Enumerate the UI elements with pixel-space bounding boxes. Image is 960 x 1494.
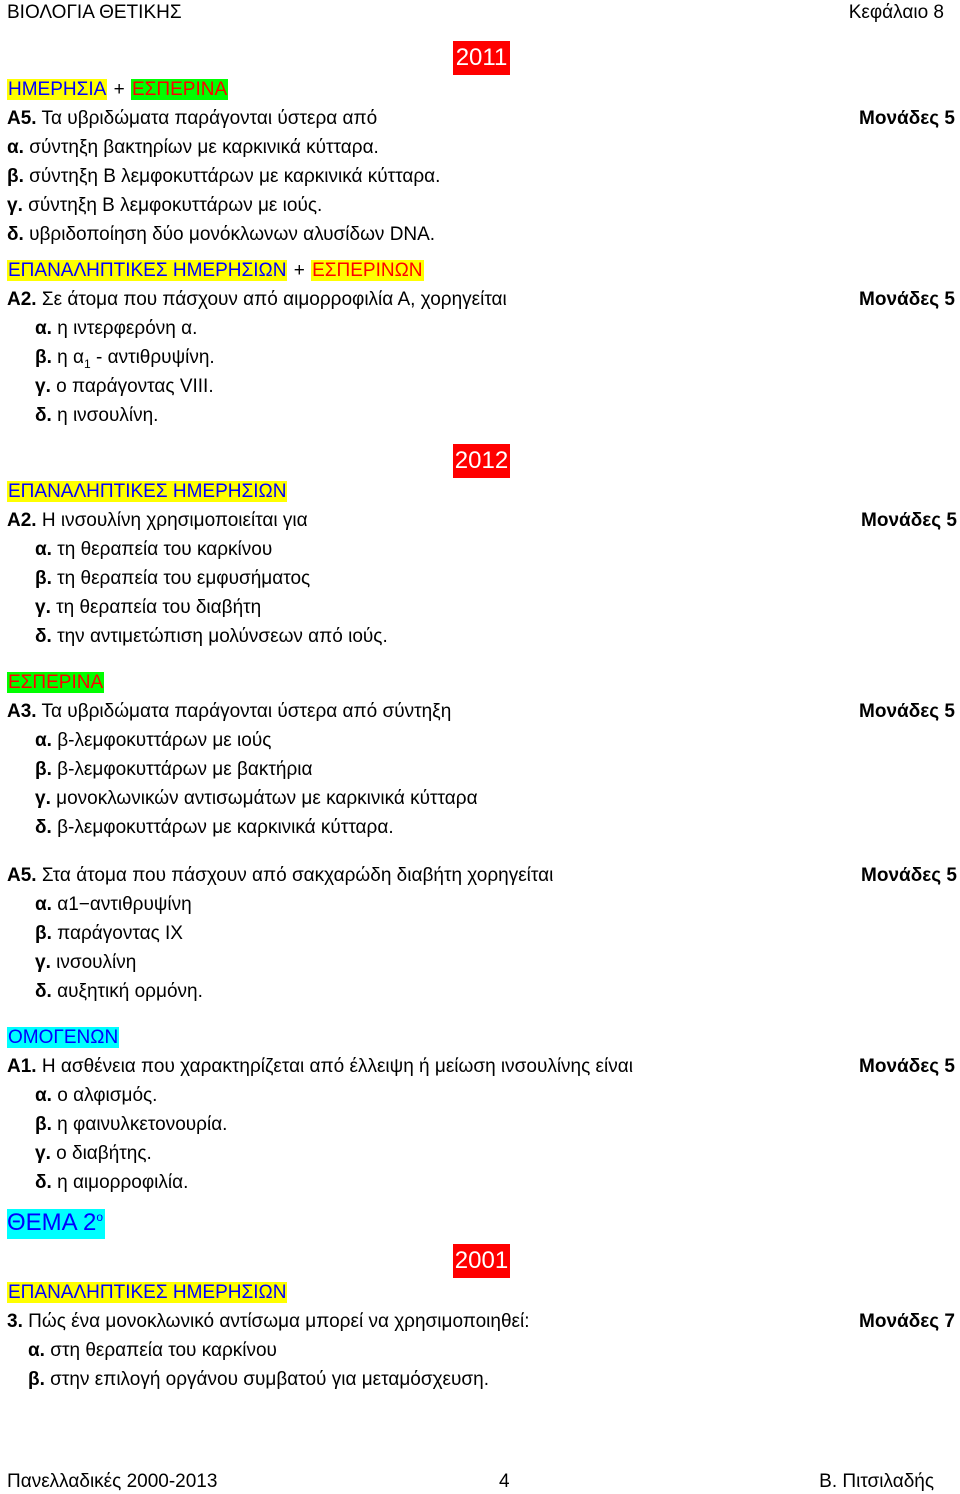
- question-number: Α2.: [7, 510, 37, 531]
- option-text: ινσουλίνη: [56, 952, 137, 973]
- option-text: σύντηξη Β λεμφοκυττάρων με ιούς.: [28, 195, 323, 216]
- option-letter: α.: [35, 539, 52, 560]
- option-letter: α.: [35, 730, 52, 751]
- tag-epanaliptikes: ΕΠΑΝΑΛΗΠΤΙΚΕΣ ΗΜΕΡΗΣΙΩΝ: [8, 481, 287, 502]
- option-letter: α.: [35, 1085, 52, 1106]
- question-text: Τα υβριδώματα παράγονται ύστερα από σύντηξη: [41, 701, 452, 722]
- option: [35, 924, 183, 943]
- question-marks: Μονάδες 5: [859, 1056, 955, 1077]
- option-letter: β.: [7, 166, 24, 187]
- option: [28, 1341, 277, 1360]
- tag-esperina: ΕΣΠΕΡΙΝΑ: [131, 79, 228, 100]
- option-letter: δ.: [35, 1172, 52, 1193]
- theme-heading-sup: ο: [96, 1210, 104, 1224]
- option-letter: β.: [35, 1114, 52, 1135]
- question-marks: Μονάδες 5: [861, 510, 957, 531]
- option: [35, 895, 192, 914]
- option: [35, 1173, 188, 1192]
- option-letter: γ.: [35, 597, 51, 618]
- option-letter: γ.: [35, 1143, 51, 1164]
- footer-page-number: 4: [499, 1471, 510, 1492]
- section-tags: [7, 1028, 119, 1047]
- question-marks: Μονάδες 5: [859, 701, 955, 722]
- year-badge-2011: 2011: [453, 41, 510, 75]
- option-letter: β.: [35, 923, 52, 944]
- option: [35, 598, 261, 617]
- footer-exams: Πανελλαδικές 2000-2013: [7, 1471, 218, 1492]
- option-letter: α.: [35, 894, 52, 915]
- option-text: η φαινυλκετονουρία.: [57, 1114, 228, 1135]
- option-letter: γ.: [7, 195, 23, 216]
- option-text: παράγοντας ΙΧ: [57, 923, 183, 944]
- question-number: 3.: [7, 1311, 23, 1332]
- option-letter: β.: [28, 1369, 45, 1390]
- question-text: Η ασθένεια που χαρακτηρίζεται από έλλειψη ή μείωση ινσουλίνης είναι: [41, 1056, 633, 1077]
- option-letter: δ.: [35, 405, 52, 426]
- option-text: μονοκλωνικών αντισωμάτων με καρκινικά κύτταρα: [56, 788, 478, 809]
- option-text: α1−αντιθρυψίνη: [57, 894, 192, 915]
- tag-epanaliptikes: ΕΠΑΝΑΛΗΠΤΙΚΕΣ ΗΜΕΡΗΣΙΩΝ: [8, 1282, 287, 1303]
- option: [35, 377, 214, 396]
- option: [35, 982, 203, 1001]
- question-marks: Μονάδες 5: [861, 865, 957, 886]
- option-letter: δ.: [35, 981, 52, 1002]
- option-letter: β.: [35, 568, 52, 589]
- year-badge-2001: 2001: [453, 1244, 510, 1278]
- question-number: Α1.: [7, 1056, 37, 1077]
- option-text: σύντηξη βακτηρίων με καρκινικά κύτταρα.: [29, 137, 379, 158]
- question: [7, 702, 451, 721]
- option-letter: β.: [35, 759, 52, 780]
- year-badge-2012: 2012: [453, 444, 510, 478]
- option-text: την αντιμετώπιση μολύνσεων από ιούς.: [57, 626, 388, 647]
- question-text: Πώς ένα μονοκλωνικό αντίσωμα μπορεί να χρησιμοποιηθεί:: [28, 1311, 530, 1332]
- question: [7, 1057, 633, 1076]
- option: [35, 540, 272, 559]
- option-text: η ινσουλίνη.: [57, 405, 159, 426]
- option: [35, 731, 271, 750]
- option-letter: α.: [35, 318, 52, 339]
- option-text: η α: [57, 347, 85, 368]
- footer-author: Β. Πιτσιλαδής: [819, 1471, 934, 1492]
- option-letter: α.: [28, 1340, 45, 1361]
- question-number: Α2.: [7, 289, 37, 310]
- option-letter: δ.: [35, 817, 52, 838]
- option: [7, 196, 322, 215]
- option-text: β-λεμφοκυττάρων με βακτήρια: [57, 759, 313, 780]
- option-letter: δ.: [7, 224, 24, 245]
- question-text: Η ινσουλίνη χρησιμοποιείται για: [41, 510, 308, 531]
- option-text: ο αλφισμός.: [57, 1085, 158, 1106]
- question-marks: Μονάδες 5: [859, 289, 955, 310]
- tag-esperinon: ΕΣΠΕΡΙΝΩΝ: [312, 260, 423, 281]
- option: [35, 319, 197, 338]
- option: [35, 1086, 157, 1105]
- section-tags: [7, 673, 104, 692]
- question-marks: Μονάδες 7: [859, 1311, 955, 1332]
- page-header-title: ΒΙΟΛΟΓΙΑ ΘΕΤΙΚΗΣ: [7, 2, 182, 23]
- question: [7, 290, 507, 309]
- tag-esperina: ΕΣΠΕΡΙΝΑ: [8, 672, 104, 693]
- tag-plus: +: [113, 79, 125, 100]
- option: [35, 627, 388, 646]
- option: [28, 1370, 489, 1389]
- question-number: Α5.: [7, 108, 37, 129]
- option-letter: β.: [35, 347, 52, 368]
- option-text: τη θεραπεία του καρκίνου: [57, 539, 273, 560]
- tag-epanaliptikes: ΕΠΑΝΑΛΗΠΤΙΚΕΣ ΗΜΕΡΗΣΙΩΝ: [8, 260, 287, 281]
- question-number: Α3.: [7, 701, 37, 722]
- section-tags: [7, 1283, 287, 1302]
- option-subscript: 1: [84, 356, 91, 371]
- option: [35, 789, 478, 808]
- option-letter: δ.: [35, 626, 52, 647]
- option-text: στην επιλογή οργάνου συμβατού για μεταμόσχευση.: [50, 1369, 489, 1390]
- option: [35, 1115, 227, 1134]
- section-tags: [7, 80, 228, 99]
- question-text: Σε άτομα που πάσχουν από αιμορροφιλία Α, χορηγείται: [41, 289, 507, 310]
- theme-heading: [7, 1209, 105, 1239]
- option-text: β-λεμφοκυττάρων με καρκινικά κύτταρα.: [57, 817, 394, 838]
- question: [7, 1312, 529, 1331]
- question: [7, 109, 377, 128]
- option: [35, 348, 215, 370]
- question: [7, 866, 553, 885]
- option-text: τη θεραπεία του εμφυσήματος: [57, 568, 311, 589]
- tag-omogenon: ΟΜΟΓΕΝΩΝ: [8, 1027, 119, 1048]
- option-text: υβριδοποίηση δύο μονόκλωνων αλυσίδων DNA.: [29, 224, 436, 245]
- option-text: β-λεμφοκυττάρων με ιούς: [57, 730, 272, 751]
- option-letter: γ.: [35, 788, 51, 809]
- section-tags: [7, 261, 424, 280]
- option: [35, 818, 394, 837]
- question: [7, 511, 308, 530]
- option-letter: γ.: [35, 952, 51, 973]
- question-number: Α5.: [7, 865, 37, 886]
- option: [35, 406, 158, 425]
- option-text: η ιντερφερόνη α.: [57, 318, 198, 339]
- option-text: - αντιθρυψίνη.: [90, 347, 215, 368]
- option: [35, 760, 312, 779]
- option-text: σύντηξη Β λεμφοκυττάρων με καρκινικά κύτταρα.: [29, 166, 441, 187]
- option-text: ο διαβήτης.: [56, 1143, 152, 1164]
- tag-imerisia: ΗΜΕΡΗΣΙΑ: [8, 79, 107, 100]
- question-text: Στα άτομα που πάσχουν από σακχαρώδη διαβήτη χορηγείται: [41, 865, 554, 886]
- option: [7, 167, 440, 186]
- option: [7, 225, 435, 244]
- option-text: αυξητική ορμόνη.: [57, 981, 203, 1002]
- section-tags: [7, 482, 287, 501]
- option: [35, 569, 310, 588]
- tag-plus: +: [293, 260, 305, 281]
- question-marks: Μονάδες 5: [859, 108, 955, 129]
- option-text: τη θεραπεία του διαβήτη: [56, 597, 262, 618]
- option-letter: γ.: [35, 376, 51, 397]
- option-letter: α.: [7, 137, 24, 158]
- option-text: ο παράγοντας VIII.: [56, 376, 214, 397]
- option-text: στη θεραπεία του καρκίνου: [50, 1340, 277, 1361]
- question-text: Τα υβριδώματα παράγονται ύστερα από: [41, 108, 378, 129]
- option: [7, 138, 379, 157]
- page-header-chapter: Κεφάλαιο 8: [848, 2, 944, 23]
- theme-heading-text: ΘΕΜΑ 2: [7, 1209, 97, 1236]
- option-text: η αιμορροφιλία.: [57, 1172, 189, 1193]
- option: [35, 953, 136, 972]
- option: [35, 1144, 152, 1163]
